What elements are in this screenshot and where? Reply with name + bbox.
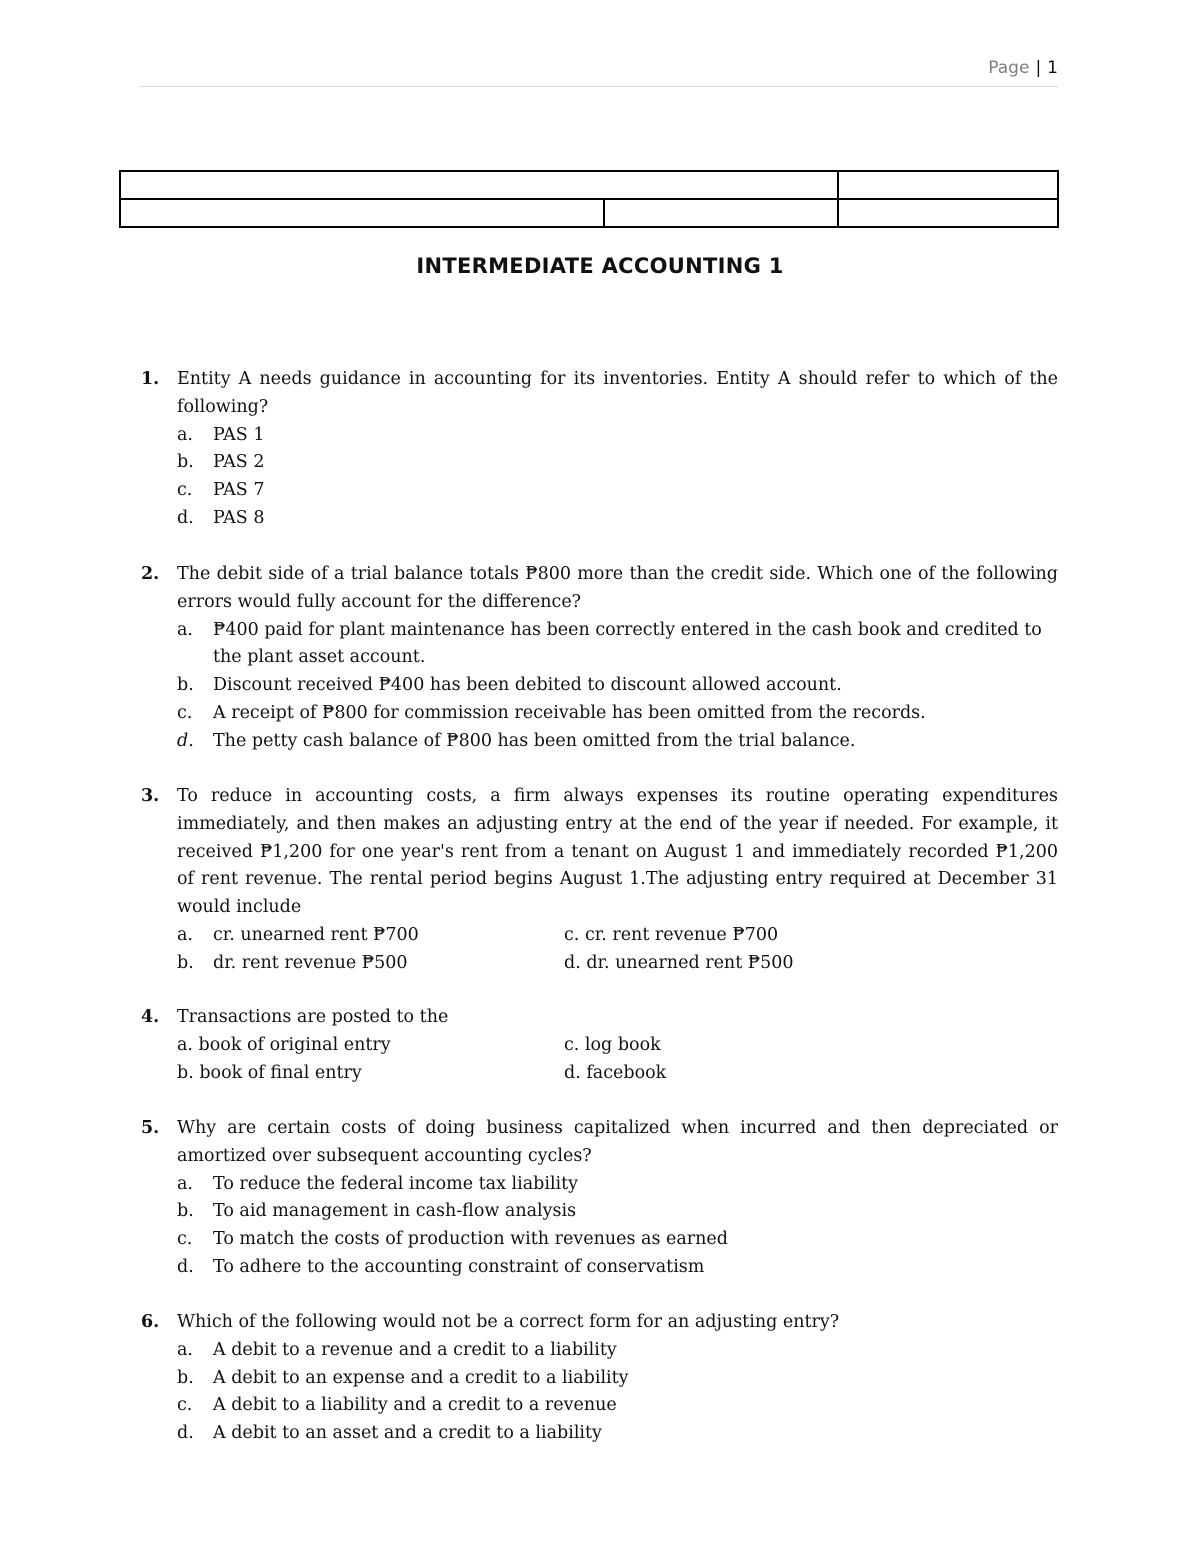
option-label: c.: [177, 1395, 193, 1416]
question-6: [141, 1309, 1058, 1448]
option-label: c.: [564, 924, 580, 945]
question-stem: Transactions are posted to the: [177, 1007, 449, 1027]
option-text: To aid management in cash-flow analysis: [213, 1201, 577, 1222]
option-text: A debit to an asset and a credit to a liability: [213, 1423, 602, 1444]
option-b: [177, 1365, 1058, 1393]
question-2: [141, 561, 1058, 756]
option-text: PAS 8: [213, 507, 265, 528]
option-row: [177, 922, 1058, 950]
option-a: [177, 1171, 1058, 1199]
option-text: A debit to an expense and a credit to a liability: [213, 1367, 629, 1388]
page-label: Page: [988, 58, 1030, 78]
option-text: A debit to a revenue and a credit to a liability: [213, 1339, 617, 1360]
option-label: d.: [177, 1256, 194, 1277]
option-label: b.: [177, 952, 194, 973]
option-d: d. facebook: [564, 1062, 667, 1083]
option-text: cr. unearned rent ₱700: [213, 924, 419, 945]
option-label: c.: [177, 1229, 193, 1250]
option-text: ₱400 paid for plant maintenance has been correctly entered in the cash book and credited to the plant asset account.: [213, 619, 1042, 668]
question-number: 5.: [141, 1118, 160, 1138]
option-text: PAS 1: [213, 424, 265, 445]
page-title: INTERMEDIATE ACCOUNTING 1: [416, 254, 784, 278]
option-label: d.: [177, 1423, 194, 1444]
option-row: [177, 950, 1058, 978]
option-c: [177, 477, 1058, 505]
option-a: a. book of original entry: [177, 1034, 391, 1055]
question-number: 4.: [141, 1007, 160, 1027]
question-number: 6.: [141, 1312, 160, 1332]
option-label: a.: [177, 924, 193, 945]
option-row: [177, 1060, 1058, 1088]
option-text: dr. unearned rent ₱500: [586, 952, 794, 973]
option-b: [177, 950, 408, 978]
option-d: [177, 1420, 1058, 1448]
option-text: To match the costs of production with revenues as earned: [213, 1229, 728, 1250]
option-text: The petty cash balance of ₱800 has been omitted from the trial balance.: [213, 730, 856, 751]
question-4: [141, 1004, 1058, 1087]
option-d: [564, 950, 794, 978]
question-1: [141, 366, 1058, 533]
option-a: [177, 1337, 1058, 1365]
option-label: d.: [564, 952, 581, 973]
option-a: [177, 617, 1058, 673]
question-stem: Why are certain costs of doing business capitalized when incurred and then depreciated or amortized over subsequent accounting cycles?: [177, 1118, 1058, 1166]
option-label: a.: [177, 619, 193, 640]
question-stem: The debit side of a trial balance totals ₱800 more than the credit side. Which one of the following errors would fully account for the difference?: [177, 564, 1058, 612]
info-cell-date: [604, 199, 839, 227]
option-label: d.: [177, 730, 194, 751]
option-text: dr. rent revenue ₱500: [213, 952, 408, 973]
info-cell-score: [838, 171, 1058, 199]
page-header: [140, 58, 1058, 87]
option-b: [177, 672, 1058, 700]
option-d: [177, 505, 1058, 533]
option-text: Discount received ₱400 has been debited to discount allowed account.: [213, 675, 842, 696]
question-number: 1.: [141, 369, 160, 389]
option-text: A receipt of ₱800 for commission receivable has been omitted from the records.: [213, 702, 926, 723]
question-number: 2.: [141, 564, 160, 584]
option-label: a.: [177, 424, 193, 445]
option-c: [564, 922, 778, 950]
option-label: a.: [177, 1339, 193, 1360]
option-label: d.: [177, 507, 194, 528]
question-stem: Which of the following would not be a correct form for an adjusting entry?: [177, 1312, 840, 1332]
option-row: [177, 1032, 1058, 1060]
option-label: b.: [177, 1201, 194, 1222]
option-b: [177, 449, 1058, 477]
option-text: PAS 2: [213, 452, 265, 473]
option-text: cr. rent revenue ₱700: [584, 924, 779, 945]
page-separator: |: [1035, 58, 1042, 78]
info-cell-other: [838, 199, 1058, 227]
option-c: [177, 1392, 1058, 1420]
question-5: [141, 1115, 1058, 1282]
info-cell-section: [120, 199, 604, 227]
option-text: A debit to a liability and a credit to a revenue: [213, 1395, 617, 1416]
student-info-table: [119, 170, 1059, 228]
question-number: 3.: [141, 786, 160, 806]
option-b: [177, 1198, 1058, 1226]
option-text: To adhere to the accounting constraint of conservatism: [213, 1256, 705, 1277]
option-a: [177, 422, 1058, 450]
option-label: b.: [177, 452, 194, 473]
option-label: b.: [177, 675, 194, 696]
option-a: [177, 922, 419, 950]
option-label: c.: [177, 480, 193, 501]
option-label: c.: [177, 702, 193, 723]
question-3: [141, 783, 1058, 978]
option-text: PAS 7: [213, 480, 265, 501]
option-label: a.: [177, 1173, 193, 1194]
option-label: b.: [177, 1367, 194, 1388]
option-text: To reduce the federal income tax liability: [213, 1173, 579, 1194]
question-stem: Entity A needs guidance in accounting for its inventories. Entity A should refer to which of the following?: [177, 369, 1058, 417]
page-number: 1: [1047, 58, 1058, 78]
question-stem: To reduce in accounting costs, a firm always expenses its routine operating expenditures immediately, and then makes an adjusting entry at the end of the year if needed. For example, it received ₱1,200 for one year's rent from a tenant on August 1 and immediately recorded ₱1,200 of rent revenue. The rental period begins August 1.The adjusting entry required at December 31 would include: [177, 786, 1058, 918]
option-c: [177, 1226, 1058, 1254]
option-b: b. book of final entry: [177, 1062, 362, 1083]
option-d: [177, 728, 1058, 756]
info-cell-name: [120, 171, 838, 199]
option-c: [177, 700, 1058, 728]
option-d: [177, 1254, 1058, 1282]
option-c: c. log book: [564, 1034, 661, 1055]
